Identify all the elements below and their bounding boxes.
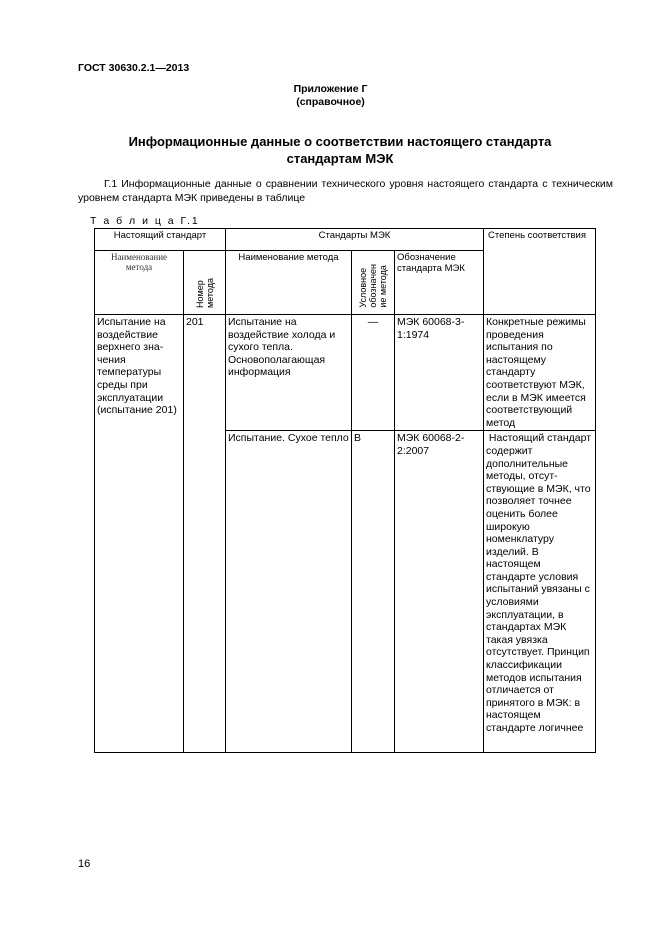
- table-header-row-1: [95, 229, 596, 251]
- cell-symbol: [352, 315, 395, 431]
- header-conventional-symbol: Условное обозначен ие метода: [358, 264, 388, 308]
- header-current-standard: Настоящий стандарт: [95, 229, 226, 251]
- header-method-name: Наименование метода: [95, 251, 184, 315]
- intro-paragraph: [78, 177, 613, 205]
- intro-paragraph-text: Г.1 Информационные данные о сравнении технического уровня настоящего стандарта с техническим уровнем стандарта МЭК приведены в таблице: [78, 178, 613, 204]
- section-title-line1: Информационные данные о соответствии настоящего стандарта: [128, 134, 552, 149]
- cell-degree: Конкретные режимы проведения испытания по настоящему стандарту соответствуют МЭК, если в МЭК имеется соответствующий метод: [484, 315, 596, 431]
- section-title: [80, 133, 600, 167]
- table-caption: Т а б л и ц а Г.1: [90, 215, 200, 227]
- header-standard-designation: Обозначение стандарта МЭК: [395, 251, 484, 315]
- table-row: [95, 315, 596, 431]
- section-title-line2: стандартам МЭК: [286, 151, 394, 166]
- cell-degree: Настоящий стандарт содержит дополнительные методы, отсут-ствующие в МЭК, что позволяет точнее оценить более широкую номенклатуру изделий. В настоящем стандарте условия испытаний увязаны с условиями эксплуатации, в стандартах МЭК такая увязка отсутствует. Принцип классификации методов испытания отличается от принятого в МЭК: в настоящем стандарте логичнее: [484, 431, 596, 753]
- cell-iec-method-name: Испытание на воздействие холода и сухого тепла. Основополагающая информация: [226, 315, 352, 431]
- document-code: ГОСТ 30630.2.1—2013: [78, 62, 190, 74]
- cell-symbol-text: —: [367, 316, 379, 328]
- header-method-number-cell: [184, 251, 226, 315]
- cell-designation: МЭК 60068-2-2:2007: [395, 431, 484, 753]
- header-iec-method-name: Наименование метода: [226, 251, 352, 315]
- cell-symbol: В: [352, 431, 395, 753]
- comparison-table: [94, 228, 596, 753]
- cell-iec-method-name: Испытание. Сухое тепло: [226, 431, 352, 753]
- header-method-number: Номер метода: [194, 278, 215, 308]
- cell-method-name: Испытание на воздействие верхнего зна-чения температуры среды при эксплуатации (испытание 201): [95, 315, 184, 753]
- appendix-title: Приложение Г: [293, 83, 368, 95]
- header-degree: Степень соответствия: [484, 229, 596, 315]
- header-iec-standards: Стандарты МЭК: [226, 229, 484, 251]
- appendix-subtitle: (справочное): [296, 96, 365, 108]
- header-conventional-symbol-cell: [352, 251, 395, 315]
- cell-designation: МЭК 60068-3-1:1974: [395, 315, 484, 431]
- page-number: 16: [78, 858, 91, 870]
- cell-method-number: 201: [184, 315, 226, 753]
